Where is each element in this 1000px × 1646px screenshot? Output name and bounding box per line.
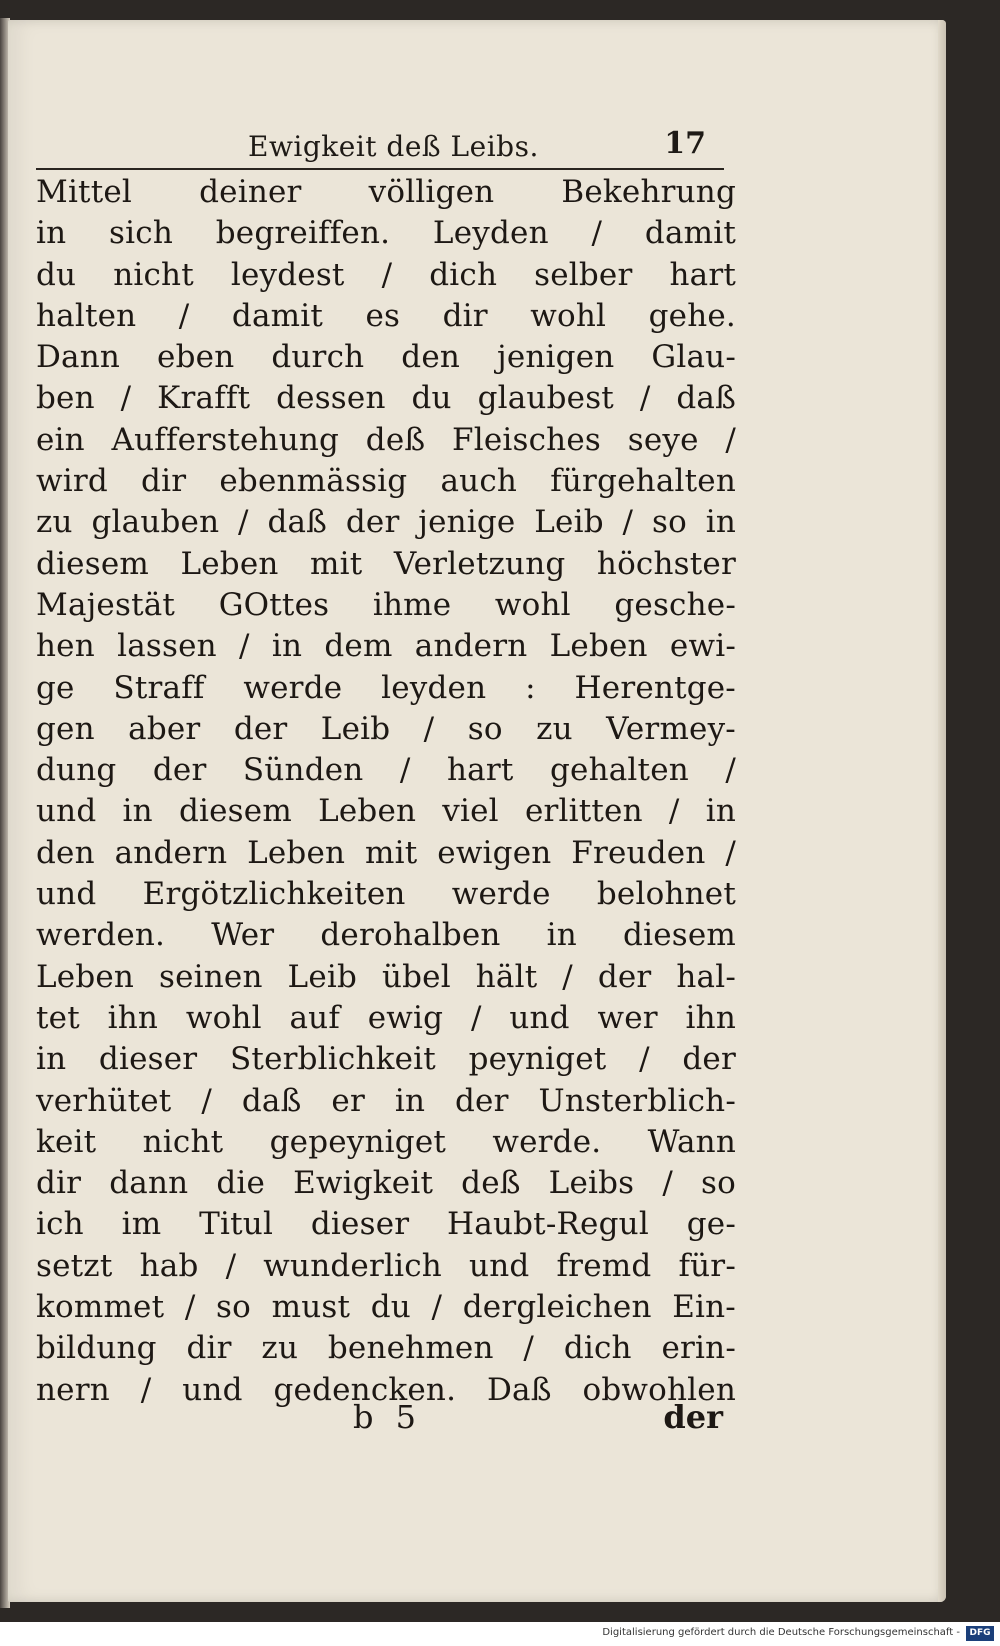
text-line: wird dir ebenmässig auch fürgehalten: [36, 463, 736, 500]
text-line: verhütet / daß er in der Unsterblich-: [36, 1082, 736, 1119]
text-line: gen aber der Leib / so zu Vermey-: [36, 710, 736, 747]
text-line: Mittel deiner völligen Bekehrung: [36, 174, 736, 210]
body-text: [36, 172, 736, 1411]
credit-bar: [0, 1622, 1000, 1646]
book-page: [8, 20, 946, 1602]
text-line: und Ergötzlichkeiten werde belohnet: [36, 876, 736, 913]
text-line: zu glauben / daß der jenige Leib / so in: [36, 504, 736, 541]
page-footer: [353, 1398, 723, 1448]
text-line: du nicht leydest / dich selber hart: [36, 256, 736, 293]
text-line: Majestät GOttes ihme wohl gesche-: [36, 586, 736, 623]
text-line: hen lassen / in dem andern Leben ewi-: [36, 628, 736, 665]
text-line: keit nicht gepeyniget werde. Wann: [36, 1123, 736, 1160]
text-line: halten / damit es dir wohl gehe.: [36, 297, 736, 334]
text-line: und in diesem Leben viel erlitten / in: [36, 793, 736, 830]
text-line: bildung dir zu benehmen / dich erin-: [36, 1330, 736, 1367]
text-line: kommet / so must du / dergleichen Ein-: [36, 1289, 736, 1326]
text-line: ein Aufferstehung deß Fleisches seye /: [36, 421, 736, 458]
dfg-logo-icon: DFG: [966, 1626, 994, 1641]
text-line: Dann eben durch den jenigen Glau-: [36, 339, 736, 376]
page-header: [220, 126, 716, 166]
text-line: tet ihn wohl auf ewig / und wer ihn: [36, 999, 736, 1036]
text-line: dung der Sünden / hart gehalten /: [36, 752, 736, 789]
text-line: den andern Leben mit ewigen Freuden /: [36, 834, 736, 871]
text-line: nern / und gedencken. Daß obwohlen: [36, 1371, 736, 1408]
running-title: Ewigkeit deß Leibs.: [248, 130, 539, 163]
text-line: diesem Leben mit Verletzung höchster: [36, 545, 736, 582]
text-line: ge Straff werde leyden : Herentge-: [36, 669, 736, 706]
text-line: ben / Krafft dessen du glaubest / daß: [36, 380, 736, 417]
header-rule: [36, 168, 724, 170]
text-line: ich im Titul dieser Haubt-Regul ge-: [36, 1206, 736, 1243]
text-line: werden. Wer derohalben in diesem: [36, 917, 736, 954]
page-number: 17: [664, 126, 706, 161]
text-line: in sich begreiffen. Leyden / damit: [36, 215, 736, 252]
text-line: dir dann die Ewigkeit deß Leibs / so: [36, 1165, 736, 1202]
signature-mark: b 5: [353, 1398, 423, 1436]
page-edge: [938, 20, 946, 1602]
catchword: der: [663, 1398, 723, 1436]
text-line: in dieser Sterblichkeit peyniget / der: [36, 1041, 736, 1078]
credit-text: Digitalisierung gefördert durch die Deutsche Forschungsgemeinschaft -: [602, 1627, 960, 1638]
text-line: Leben seinen Leib übel hält / der hal-: [36, 958, 736, 995]
text-line: setzt hab / wunderlich und fremd für-: [36, 1247, 736, 1284]
